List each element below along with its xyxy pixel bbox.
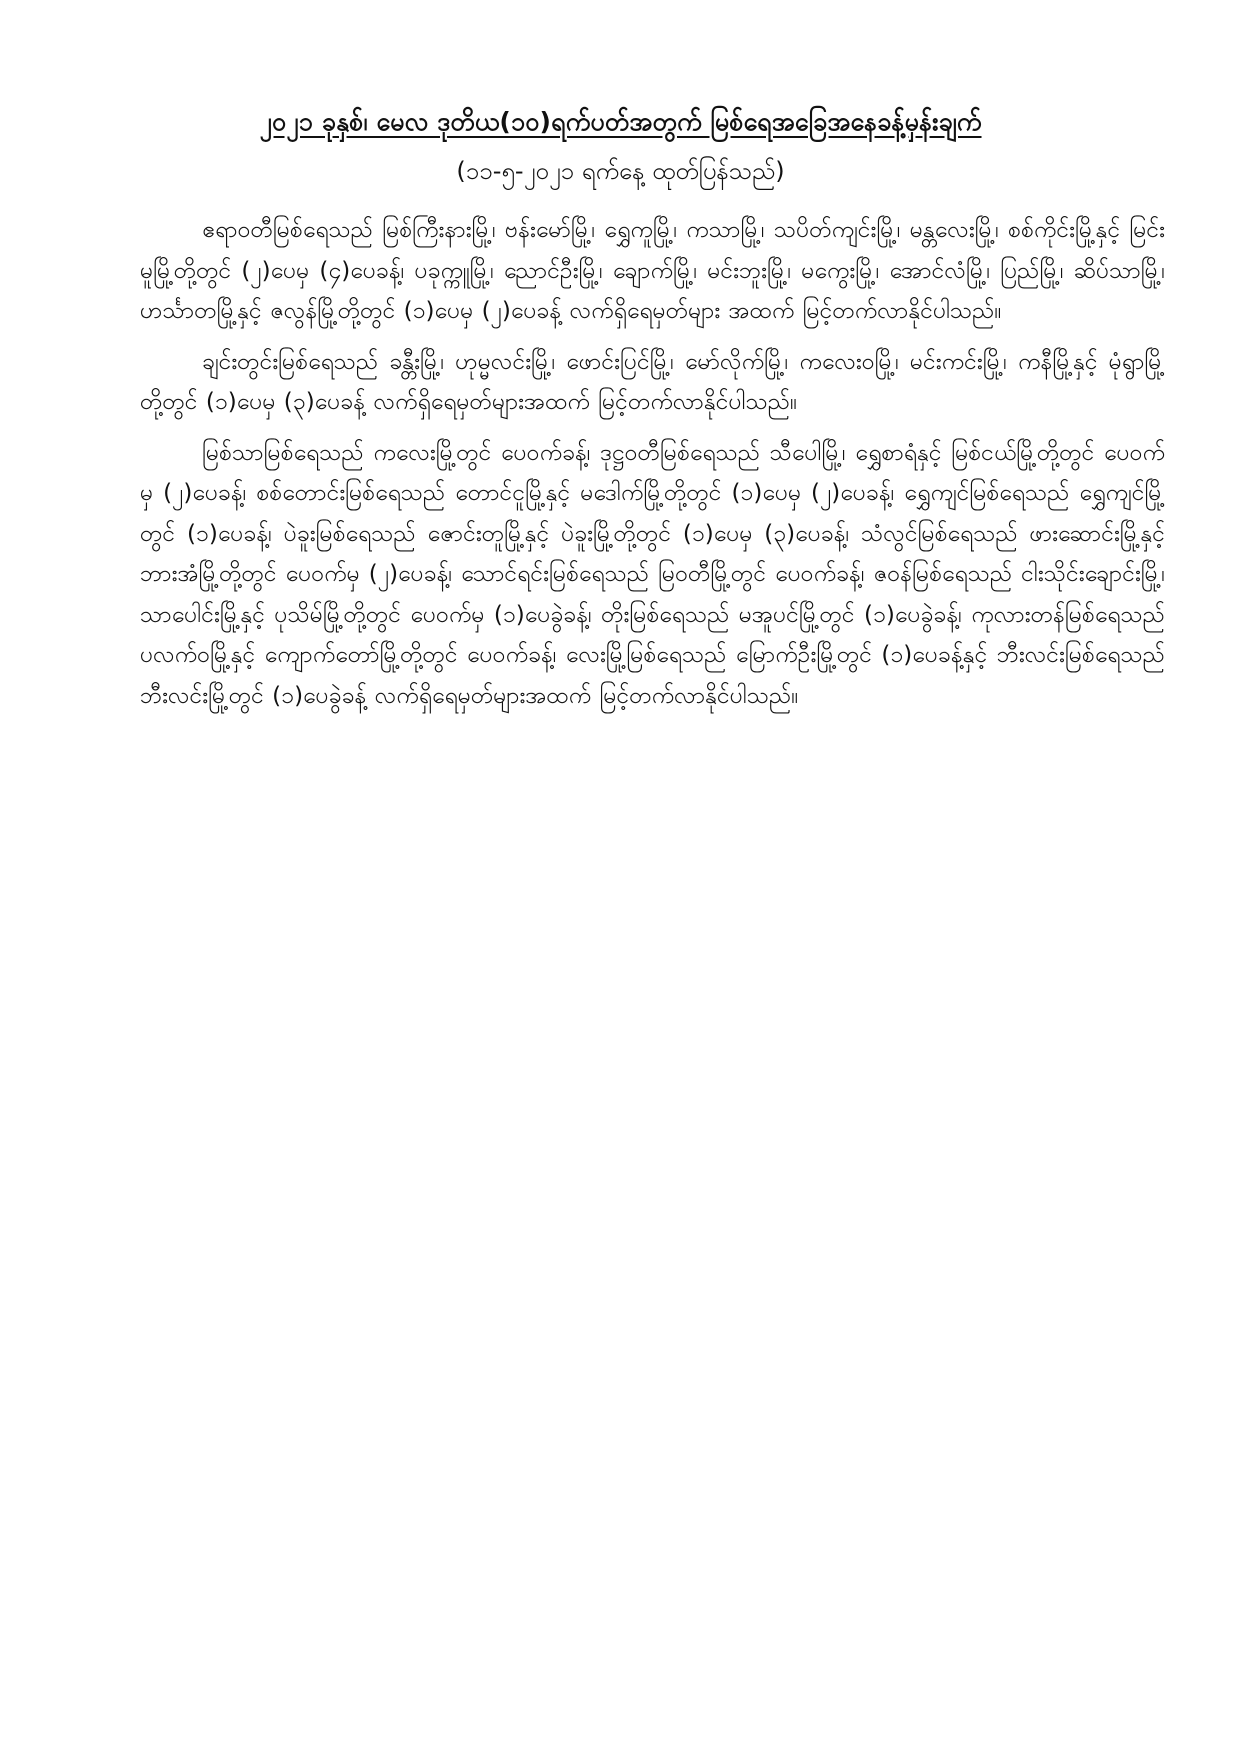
paragraph-irrawaddy: ဧရာဝတီမြစ်ရေသည် မြစ်ကြီးနားမြို့၊ ဗန်းမော်မြို့၊ ရွှေကူမြို့၊ ကသာမြို့၊ သပိတ်ကျင်းမြို့၊ မန္တလေးမြို့၊ စစ်ကိုင်းမြို့နှင့် မြင်းမူမြို့တို့တွင် (၂)ပေမှ (၄)ပေခန့်၊ ပခုက္ကူမြို့၊ ညောင်ဦးမြို့၊ ချောက်မြို့၊ မင်းဘူးမြို့၊ မကွေးမြို့၊ အောင်လံမြို့၊ ပြည်မြို့၊ ဆိပ်သာမြို့၊ ဟင်္သာတမြို့နှင့် ဇလွန်မြို့တို့တွင် (၁)ပေမှ (၂)ပေခန့် လက်ရှိရေမှတ်များ အထက် မြင့်တက်လာနိုင်ပါသည်။ [140,217,1165,324]
document-header [0,104,1241,188]
document-title: ၂၀၂၁ ခုနှစ်၊ မေလ ဒုတိယ(၁၀)ရက်ပတ်အတွက် မြစ်ရေအခြေအနေခန့်မှန်းချက် [259,107,982,136]
release-date-subtitle: (၁၁-၅-၂၀၂၁ ရက်နေ့ ထုတ်ပြန်သည်) [456,157,785,185]
paragraph-other-rivers: မြစ်သာမြစ်ရေသည် ကလေးမြို့တွင် ပေဝက်ခန့်၊ ဒုဋ္ဌဝတီမြစ်ရေသည် သီပေါမြို့၊ ရွှေစာရံနှင့် မြစ်ငယ်မြို့တို့တွင် ပေဝက်မှ (၂)ပေခန့်၊ စစ်တောင်းမြစ်ရေသည် တောင်ငူမြို့နှင့် မဒေါက်မြို့တို့တွင် (၁)ပေမှ (၂)ပေခန့်၊ ရွှေကျင်မြစ်ရေသည် ရွှေကျင်မြို့တွင် (၁)ပေခန့်၊ ပဲခူးမြစ်ရေသည် ဇောင်းတူမြို့နှင့် ပဲခူးမြို့တို့တွင် (၁)ပေမှ (၃)ပေခန့်၊ သံလွင်မြစ်ရေသည် ဖားဆောင်းမြို့နှင့် ဘားအံမြို့တို့တွင် ပေဝက်မှ (၂)ပေခန့်၊ သောင်ရင်းမြစ်ရေသည် မြဝတီမြို့တွင် ပေဝက်ခန့်၊ ဇဝန်မြစ်ရေသည် ငါးသိုင်းချောင်းမြို့၊ သာပေါင်းမြို့နှင့် ပုသိမ်မြို့တို့တွင် ပေဝက်မှ (၁)ပေခွဲခန့်၊ တိုးမြစ်ရေသည် မအူပင်မြို့တွင် (၁)ပေခွဲခန့်၊ ကုလားတန်မြစ်ရေသည် ပလက်ဝမြို့နှင့် ကျောက်တော်မြို့တို့တွင် ပေဝက်ခန့်၊ လေးမြို့မြစ်ရေသည် မြောက်ဦးမြို့တွင် (၁)ပေခန့်နှင့် ဘီးလင်းမြစ်ရေသည် ဘီးလင်းမြို့တွင် (၁)ပေခွဲခန့် လက်ရှိရေမှတ်များအထက် မြင့်တက်လာနိုင်ပါသည်။ [140,439,1165,709]
paragraph-chindwin: ချင်းတွင်းမြစ်ရေသည် ခန္တီးမြို့၊ ဟုမ္မလင်းမြို့၊ ဖောင်းပြင်မြို့၊ မော်လိုက်မြို့၊ ကလေးဝမြို့၊ မင်းကင်းမြို့၊ ကနီမြို့နှင့် မုံရွာမြို့တို့တွင် (၁)ပေမှ (၃)ပေခန့် လက်ရှိရေမှတ်များအထက် မြင့်တက်လာနိုင်ပါသည်။ [140,348,1165,415]
document-body [140,210,1165,726]
